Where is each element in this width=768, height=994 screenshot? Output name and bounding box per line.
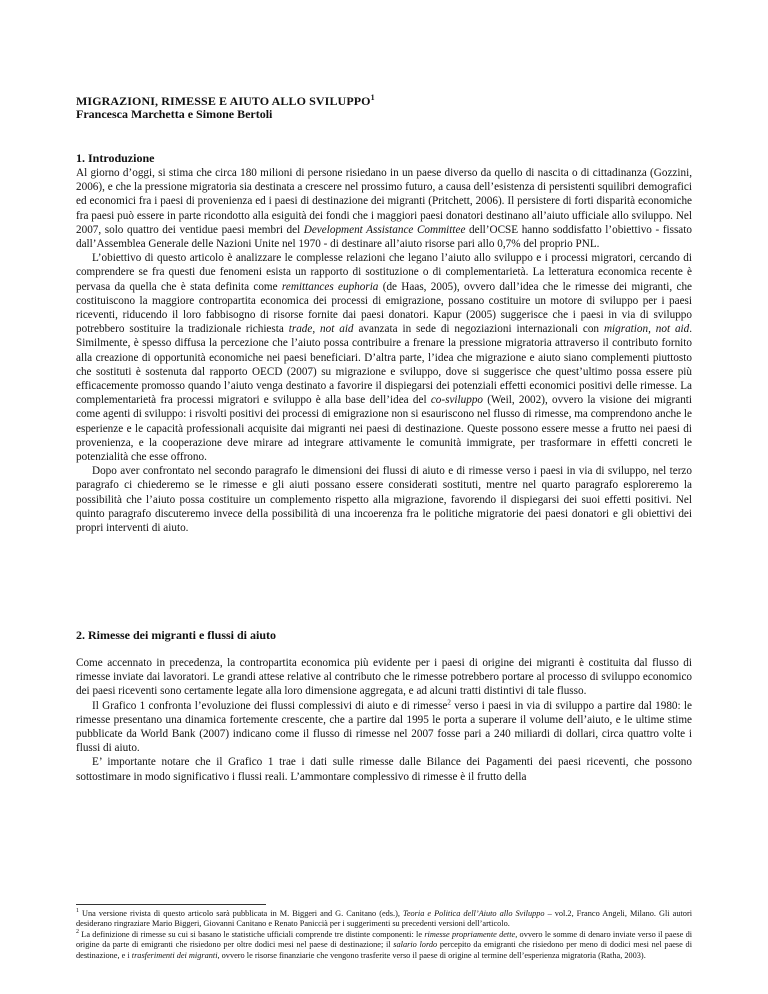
p1-dac-italic: Development Assistance Committee — [303, 223, 466, 236]
fn2-trasferimenti-italic: trasferimenti dei migranti — [131, 950, 218, 960]
p2-2-text-b: verso i paesi in via di sviluppo a partire dal 1980: le rimesse presentano una dinamica fortemente crescente, che a partire dal 1995 le porta a superare il volume dell’aiuto, e le ultime stime pubblicate da World Bank (2007) indicano come il flusso di rimesse nel 2007 fosse pari a 240 miliardi di dollari, circa quattro volte i flussi di aiuto. — [76, 699, 692, 755]
footnote-divider — [76, 904, 266, 905]
p1-text: Al giorno d’oggi, si stima che circa 180 milioni di persone risiedano in un paese diverso da quello di nascita o di cittadinanza (Gozzini, 2006), e che la pressione migratoria sia destinata a crescere nel prossimo futuro, a causa dell’esistenza di persistenti squilibri demografici ed economici fra i paesi di provenienza ed i paesi di destinazione dei migranti (Pritchett, 2006). Il persistere di forti disparità economiche fra paesi può essere in parte ricondotto alla esiguità dei fondi che i maggiori paesi donatori destinano all’aiuto ufficiale allo sviluppo. Nel 2007, solo quattro dei ventidue paesi membri del — [76, 167, 692, 236]
p2-euphoria-italic: remittances euphoria — [281, 280, 379, 293]
p2-trade-italic: trade, not aid — [288, 323, 354, 336]
fn2-rimesse-italic: rimesse propriamente dette — [424, 929, 516, 939]
footnote-ref-2[interactable]: 2 — [447, 697, 451, 706]
p2-cosviluppo-italic: co-sviluppo — [430, 394, 484, 407]
section-rimesse — [76, 656, 692, 784]
section-heading-1: 1. Introduzione — [76, 151, 155, 165]
p2-2-text-a: Il Grafico 1 confronta l’evoluzione dei flussi complessivi di aiuto e di rimesse — [92, 699, 448, 712]
fn1-text-b: – vol.2, Franco Angeli, Milano. Gli autori desiderano ringraziare Mario Biggeri, Giovanni Canitano e Renato Paniccià per i suggerimenti su precedenti versioni dell’articolo. — [76, 909, 693, 929]
footnote-2 — [76, 930, 692, 961]
article-authors: Francesca Marchetta e Simone Bertoli — [76, 107, 273, 121]
fn2-text-a: La definizione di rimesse su cui si basano le statistiche ufficiali comprende tre distinte componenti: le — [81, 929, 423, 939]
p2-text-d: . Similmente, è spesso diffusa la percezione che l’aiuto possa contribuire a frenare la pressione migratoria attraverso il contributo fornito alla creazione di opportunità economiche nei paesi beneficiari. D’altra parte, l’idea che migrazione e aiuto siano complementi piuttosto che sostituti è sostenuta dal rapporto OECD (2007) su migrazione e sviluppo, dove si suggerisce che quest’ultimo possa essere più efficacemente promosso quando l’aiuto venga destinato a favorire il dispiegarsi dei potenziali effetti economici positivi delle rimesse. La complementarietà fra processi migratori e sviluppo è alla base dell’idea del — [76, 323, 693, 407]
fn1-book-title: Teoria e Politica dell’Aiuto allo Sviluppo — [402, 909, 545, 918]
p2-text-c: avanzata in sede di negoziazioni internazionali con — [358, 323, 600, 336]
p2-text-a: L’obiettivo di questo articolo è analizzare le complesse relazioni che legano l’aiuto allo sviluppo e i processi migratori, cercando di comprendere se fra questi due fenomeni esista un rapporto di sostituzione o di complementarietà. La letteratura economica recente è pervasa da quella che è stata definita come — [76, 252, 692, 293]
p2-migration-italic: migration, not aid — [603, 323, 690, 336]
article-title-text: MIGRAZIONI, RIMESSE E AIUTO ALLO SVILUPPO — [76, 94, 371, 108]
footnotes — [76, 904, 692, 961]
p1-text-end: dell’OCSE hanno soddisfatto l’obiettivo - fissato dall’Assemblea Generale delle Nazioni Unite nel 1970 - di destinare all’aiuto risorse pari allo 0,7% del proprio PNL. — [76, 223, 692, 251]
p2-text-b: (de Haas, 2005), ovvero dall’idea che le rimesse dei migranti, che costituiscono la maggiore contropartita economica dei processi di emigrazione, possano costituire un motore di sviluppo per i paesi riceventi, riducendo il loro fabbisogno di risorse fornite dai paesi donatori. Kapur (2005) suggerisce che i paesi in via di sviluppo potrebbero sostituire la tradizionale richiesta — [76, 280, 693, 336]
footnote-1-number: 1 — [76, 908, 79, 915]
paragraph-1-1 — [76, 166, 692, 251]
fn2-text-d: , ovvero le risorse finanziarie che vengono trasferite verso il paese di origine al termine dell’esperienza migratoria (Ratha, 2003). — [217, 950, 646, 960]
fn2-text-c: percepito da emigranti che risiedono per meno di dodici mesi nel paese di destinazione, e i — [76, 940, 692, 960]
title-footnote-ref[interactable]: 1 — [370, 93, 375, 102]
paragraph-2-1: Come accennato in precedenza, la contropartita economica più evidente per i paesi di origine dei migranti è costituita dal flusso di rimesse inviate dai lavoratori. Le grandi attese relative al contributo che le rimesse potrebbero portare al processo di sviluppo economico dei paesi riceventi sono certamente legate alla loro dimensione aggregata, e ad alcuni tratti distintivi di tale flusso. — [76, 657, 692, 698]
section-heading-2-wrap — [76, 628, 276, 643]
section-heading-2: 2. Rimesse dei migranti e flussi di aiuto — [76, 628, 276, 642]
footnote-1 — [76, 909, 692, 930]
paragraph-1-3: Dopo aver confrontato nel secondo paragrafo le dimensioni dei flussi di aiuto e di rimesse verso i paesi in via di sviluppo, nel terzo paragrafo ci chiederemo se le rimesse e gli aiuti possano essere considerati sostituti, mentre nel quarto paragrafo esploreremo la possibilità che l’aiuto possa costituire un complemento rispetto alla migrazione, favorendo il dispiegarsi dei suoi effetti positivi. Nel quinto paragrafo discuteremo invece della possibilità di una incoerenza fra le politiche migratorie dei paesi donatori e gli obiettivi dei propri interventi di aiuto. — [76, 465, 692, 535]
paragraph-2-3: E’ importante notare che il Grafico 1 trae i dati sulle rimesse dalle Bilance dei Pagamenti dei paesi riceventi, che possono sottostimare in modo significativo i flussi reali. L’ammontare complessivo di rimesse è il frutto della — [76, 756, 692, 783]
paragraph-1-2 — [76, 251, 692, 464]
footnote-2-number: 2 — [76, 929, 79, 936]
fn1-text-a: Una versione rivista di questo articolo sarà pubblicata in M. Biggeri and G. Canitano (eds.), — [82, 909, 400, 918]
p2-text-e: (Weil, 2002), ovvero la visione dei migranti come agenti di sviluppo: i risvolti positivi dei processi di emigrazione non si esauriscono nel flusso di rimesse, ma comprendono anche le esperienze e le capacità professionali acquisite dai migranti nei paesi di destinazione. Queste possono essere messe a frutto nei paesi di provenienza, e la cooperazione deve mirare ad integrare attivamente le comunità immigrate, per trasformare in effetti concreti le potenzialità che esse offrono. — [76, 394, 693, 464]
fn2-text-b: , ovvero le somme di denaro inviate verso il paese di origine da parte di emigranti che risiedono per oltre dodici mesi nel paese di destinazione; il — [76, 929, 693, 950]
fn2-salario-italic: salario lordo — [393, 940, 438, 950]
section-introduzione — [76, 151, 692, 535]
paragraph-2-2 — [76, 699, 692, 756]
